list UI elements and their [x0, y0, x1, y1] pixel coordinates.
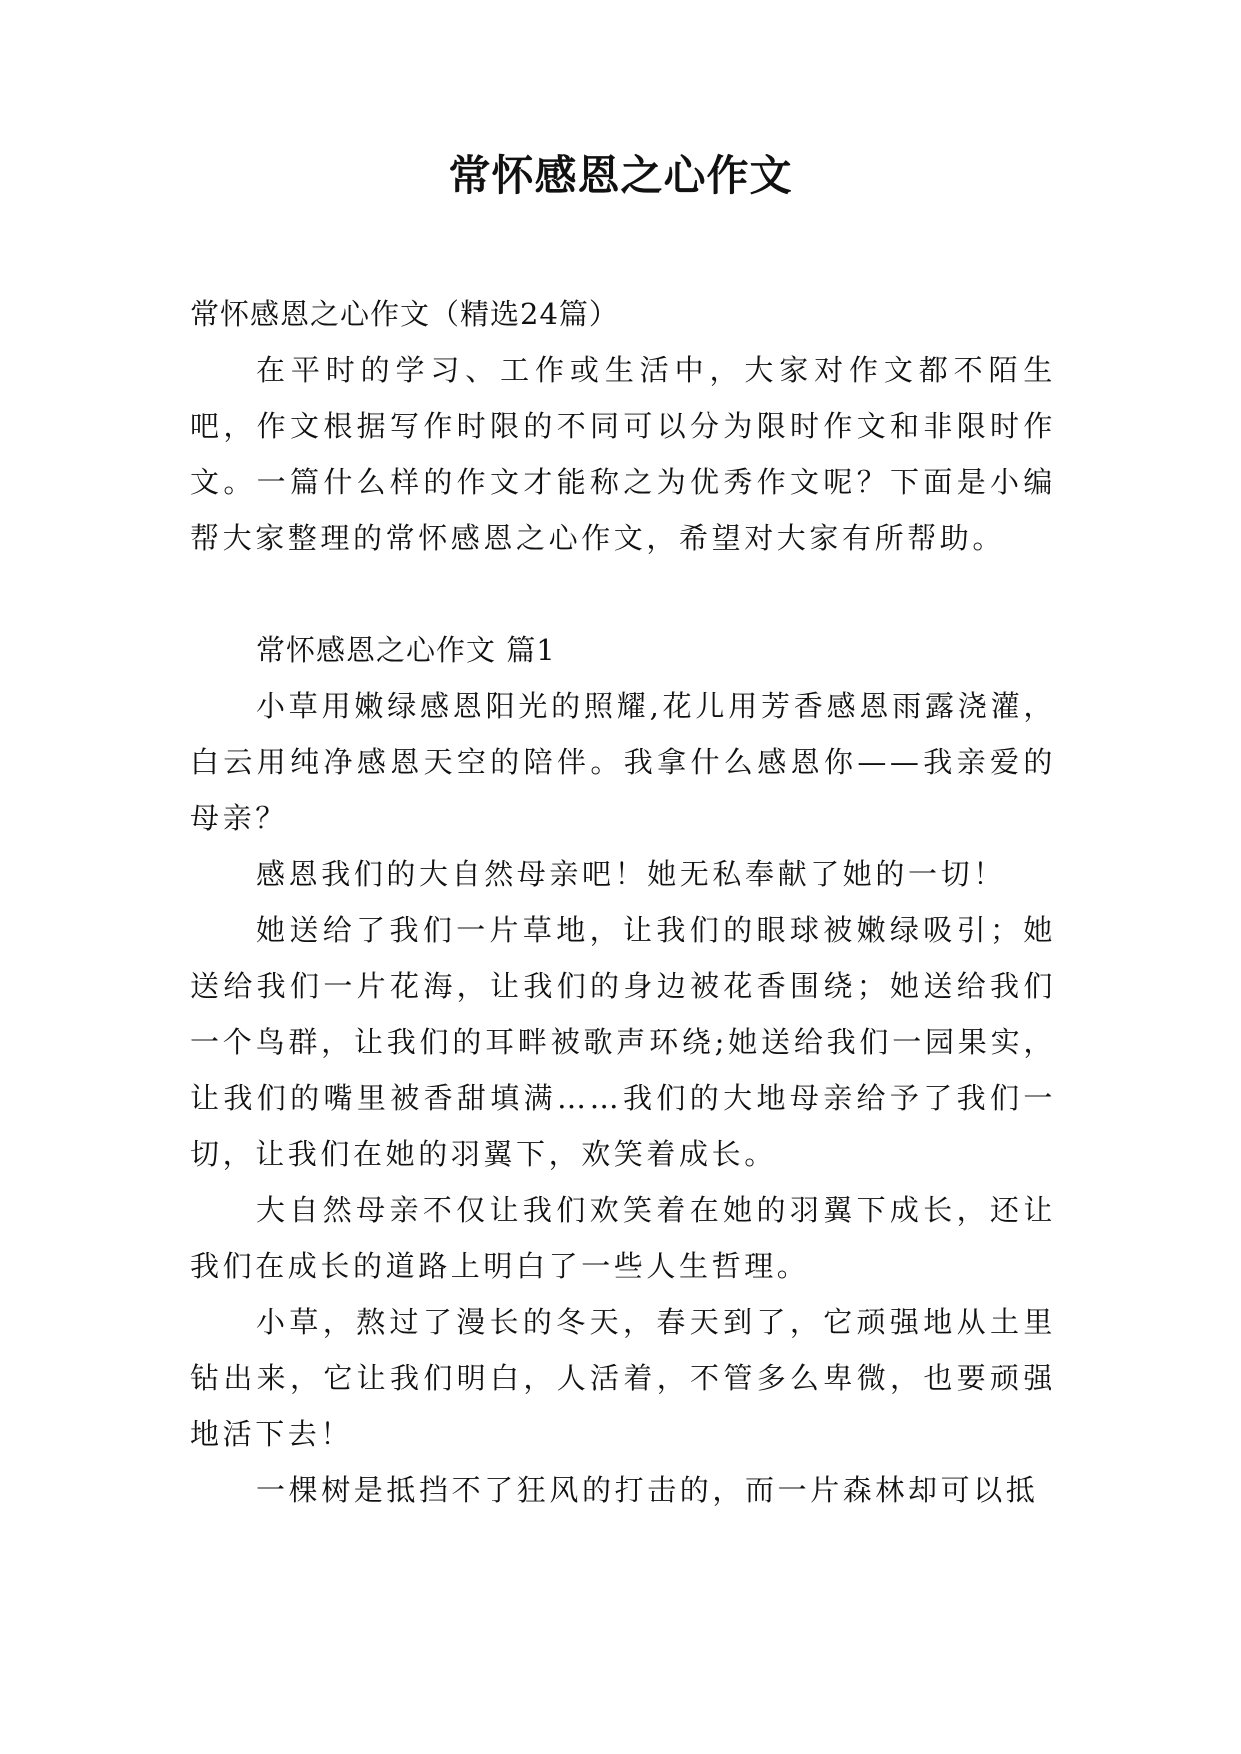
- section-heading: 常怀感恩之心作文 篇1: [256, 633, 556, 667]
- document-title: 常怀感恩之心作文: [448, 151, 793, 200]
- document-body: [190, 286, 1056, 1518]
- body-paragraph: 感恩我们的大自然母亲吧！她无私奉献了她的一切！: [256, 857, 1006, 891]
- body-paragraph: 她送给了我们一片草地，让我们的眼球被嫩绿吸引；她送给我们一片花海，让我们的身边被花香围绕；她送给我们一个鸟群，让我们的耳畔被歌声环绕;她送给我们一园果实，让我们的嘴里被香甜填满……我们的大地母亲给予了我们一切，让我们在她的羽翼下，欢笑着成长。: [190, 913, 1056, 1171]
- body-paragraph: 小草，熬过了漫长的冬天，春天到了，它顽强地从土里钻出来，它让我们明白，人活着，不管多么卑微，也要顽强地活下去！: [190, 1305, 1056, 1451]
- intro-paragraph: 在平时的学习、工作或生活中，大家对作文都不陌生吧，作文根据写作时限的不同可以分为限时作文和非限时作文。一篇什么样的作文才能称之为优秀作文呢？下面是小编帮大家整理的常怀感恩之心作文，希望对大家有所帮助。: [190, 353, 1056, 555]
- body-paragraph: 大自然母亲不仅让我们欢笑着在她的羽翼下成长，还让我们在成长的道路上明白了一些人生哲理。: [190, 1193, 1056, 1283]
- body-paragraph: 一棵树是抵挡不了狂风的打击的，而一片森林却可以抵: [256, 1473, 1039, 1507]
- body-paragraph: 小草用嫩绿感恩阳光的照耀,花儿用芳香感恩雨露浇灌，白云用纯净感恩天空的陪伴。我拿什么感恩你——我亲爱的母亲？: [190, 689, 1056, 835]
- document-subtitle: 常怀感恩之心作文（精选24篇）: [190, 297, 619, 331]
